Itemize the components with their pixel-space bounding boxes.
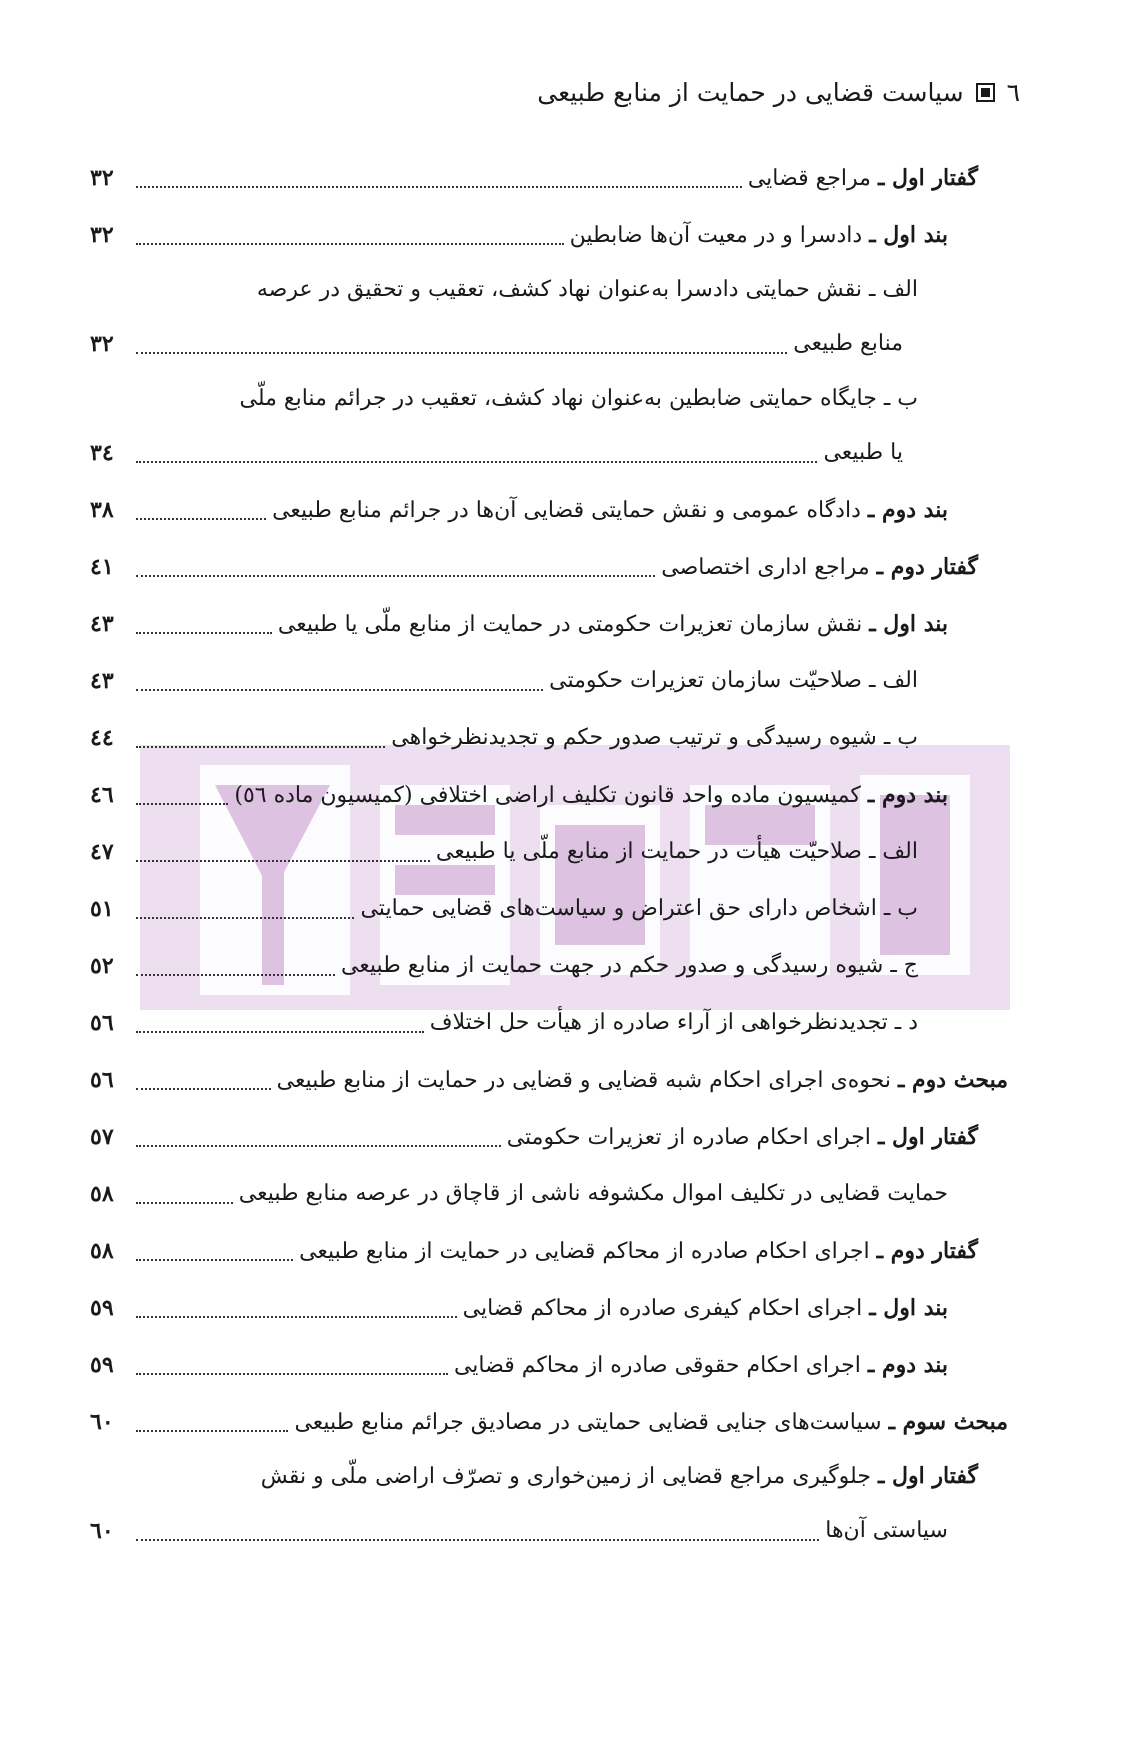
toc-page-number: ٤۳	[90, 611, 114, 638]
toc-entry-title: الف ـ صلاحیّت هیأت در حمایت از منابع ملّی یا طبیعی	[435, 839, 918, 865]
toc-entry-text	[240, 386, 919, 412]
table-of-contents	[90, 150, 1008, 1560]
toc-entry-title: یا طبیعی	[823, 440, 903, 466]
toc-entry-title: اجرای احکام کیفری صادره از محاکم قضایی	[462, 1295, 863, 1321]
toc-entry-label: بند دوم ـ	[867, 1351, 948, 1378]
toc-page-number: ٤٤	[90, 725, 114, 752]
toc-entry-text	[549, 668, 918, 694]
toc-entry	[90, 150, 1008, 207]
dot-leader	[136, 1087, 271, 1090]
toc-entry-text	[507, 1124, 978, 1151]
dot-leader	[136, 351, 787, 354]
dot-leader	[136, 802, 228, 805]
toc-entry-text	[239, 1181, 948, 1207]
toc-entry-title: اجرای احکام صادره از تعزیرات حکومتی	[506, 1124, 871, 1150]
dot-leader	[136, 1372, 448, 1375]
toc-entry	[90, 1052, 1008, 1109]
running-header	[537, 78, 1020, 107]
toc-entry-title: نحوه‌ی اجرای احکام شبه قضایی و قضایی در حمایت از منابع طبیعی	[276, 1067, 891, 1093]
toc-entry-text	[436, 839, 918, 865]
toc-entry	[90, 264, 1008, 316]
toc-page-number: ٥۸	[90, 1181, 114, 1208]
toc-page-number: ٤۷	[90, 839, 114, 866]
toc-entry-label: مبحث دوم ـ	[897, 1066, 1008, 1093]
toc-entry	[90, 1394, 1008, 1451]
toc-page-number: ٥٦	[90, 1010, 114, 1037]
toc-entry	[90, 596, 1008, 653]
toc-entry-label: گفتار اول ـ	[877, 1123, 978, 1150]
toc-entry-label: بند اول ـ	[869, 1294, 948, 1321]
toc-entry-text	[391, 725, 918, 751]
toc-page-number: ٥۱	[90, 896, 114, 923]
toc-entry-text	[299, 1238, 978, 1265]
toc-entry-title: اجرای احکام صادره از محاکم قضایی در حمایت از منابع طبیعی	[299, 1238, 870, 1264]
toc-page-number: ٤۳	[90, 668, 114, 695]
toc-entry-text	[748, 165, 978, 192]
toc-entry-text	[793, 331, 903, 357]
toc-entry-text	[360, 896, 918, 922]
toc-entry	[90, 710, 1008, 767]
toc-entry-text	[463, 1295, 948, 1322]
toc-entry-label: گفتار اول ـ	[877, 1463, 978, 1490]
toc-entry-label: بند اول ـ	[869, 610, 948, 637]
toc-entry	[90, 425, 1008, 482]
toc-entry-text	[234, 782, 948, 809]
toc-entry-text	[825, 1518, 948, 1544]
dot-leader	[136, 1030, 424, 1033]
toc-page-number: ٥٦	[90, 1067, 114, 1094]
toc-page-number: ٥٩	[90, 1295, 114, 1322]
toc-page-number: ٤۱	[90, 554, 114, 581]
toc-entry-title: سیاستی آن‌ها	[825, 1518, 948, 1544]
toc-entry-label: مبحث سوم ـ	[888, 1408, 1008, 1435]
toc-page-number: ۳۲	[90, 222, 114, 249]
toc-entry-title: سیاست‌های جنایی قضایی حمایتی در مصادیق جرائم منابع طبیعی	[294, 1409, 882, 1435]
toc-page-number: ۳٤	[90, 440, 114, 467]
toc-entry	[90, 881, 1008, 938]
toc-entry	[90, 767, 1008, 824]
toc-entry-text	[257, 277, 918, 303]
toc-page-number: ۳۲	[90, 331, 114, 358]
toc-entry-text	[661, 554, 978, 581]
toc-entry-title: ب ـ جایگاه حمایتی ضابطین به‌عنوان نهاد کشف، تعقیب در جرائم منابع ملّی	[239, 385, 918, 411]
toc-entry-text	[277, 1067, 1008, 1094]
dot-leader	[136, 1429, 288, 1432]
toc-entry	[90, 316, 1008, 373]
dot-leader	[136, 745, 385, 748]
toc-page-number: ۳۸	[90, 497, 114, 524]
toc-entry-text	[261, 1463, 978, 1490]
dot-leader	[136, 1258, 293, 1261]
dot-leader	[136, 1144, 501, 1147]
toc-entry-label: بند دوم ـ	[867, 781, 948, 808]
toc-entry-text	[430, 1010, 918, 1036]
toc-entry	[90, 207, 1008, 264]
toc-entry	[90, 995, 1008, 1052]
toc-entry	[90, 653, 1008, 710]
toc-entry-title: ب ـ اشخاص دارای حق اعتراض و سیاست‌های قضایی حمایتی	[360, 896, 918, 922]
toc-entry-text	[341, 953, 918, 979]
dot-leader	[136, 517, 266, 520]
toc-page-number: ٥۷	[90, 1124, 114, 1151]
toc-entry-label: گفتار دوم ـ	[876, 553, 978, 580]
dot-leader	[136, 1315, 457, 1318]
toc-entry-title: ب ـ شیوه رسیدگی و ترتیب صدور حکم و تجدیدنظرخواهی	[391, 725, 918, 751]
toc-entry-text	[454, 1352, 948, 1379]
page-number: ٦	[1006, 78, 1020, 107]
toc-page-number: ٥٩	[90, 1352, 114, 1379]
dot-leader	[136, 242, 564, 245]
toc-entry-title: الف ـ نقش حمایتی دادسرا به‌عنوان نهاد کشف، تعقیب و تحقیق در عرصه	[256, 276, 918, 302]
toc-page-number: ٤٦	[90, 782, 114, 809]
dot-leader	[136, 460, 817, 463]
toc-entry-title: ج ـ شیوه رسیدگی و صدور حکم در جهت حمایت از منابع طبیعی	[340, 953, 918, 979]
dot-leader	[136, 688, 543, 691]
toc-entry	[90, 373, 1008, 425]
toc-entry	[90, 482, 1008, 539]
dot-leader	[136, 1201, 233, 1204]
dot-leader	[136, 574, 655, 577]
dot-leader	[136, 185, 742, 188]
toc-entry-title: مراجع اداری اختصاصی	[661, 554, 870, 580]
toc-entry-title: الف ـ صلاحیّت سازمان تعزیرات حکومتی	[549, 668, 918, 694]
toc-entry-text	[278, 611, 948, 638]
toc-entry	[90, 1280, 1008, 1337]
toc-page-number: ٦۰	[90, 1409, 114, 1436]
toc-entry	[90, 1166, 1008, 1223]
toc-entry-title: اجرای احکام حقوقی صادره از محاکم قضایی	[453, 1352, 861, 1378]
toc-entry	[90, 1337, 1008, 1394]
toc-page-number: ٥۲	[90, 953, 114, 980]
toc-entry	[90, 938, 1008, 995]
dot-leader	[136, 973, 335, 976]
toc-entry-text	[272, 497, 948, 524]
toc-entry	[90, 1503, 1008, 1560]
toc-entry-label: بند اول ـ	[869, 221, 948, 248]
toc-entry-text	[570, 222, 948, 249]
dot-leader	[136, 631, 272, 634]
toc-entry-label: گفتار اول ـ	[877, 164, 978, 191]
toc-entry	[90, 824, 1008, 881]
toc-entry-title: دادگاه عمومی و نقش حمایتی قضایی آن‌ها در جرائم منابع طبیعی	[272, 497, 861, 523]
toc-page-number: ٥۸	[90, 1238, 114, 1265]
toc-entry-title: جلوگیری مراجع قضایی از زمین‌خواری و تصرّف اراضی ملّی و نقش	[260, 1464, 871, 1490]
dot-leader	[136, 859, 430, 862]
toc-entry-label: بند دوم ـ	[867, 496, 948, 523]
toc-entry-title: منابع طبیعی	[793, 331, 903, 357]
toc-entry	[90, 1451, 1008, 1503]
dot-leader	[136, 916, 354, 919]
book-title: سیاست قضایی در حمایت از منابع طبیعی	[537, 78, 964, 107]
toc-entry	[90, 1223, 1008, 1280]
toc-entry-title: د ـ تجدیدنظرخواهی از آراء صادره از هیأت حل اختلاف	[429, 1010, 918, 1036]
toc-entry	[90, 539, 1008, 596]
toc-entry-title: مراجع قضایی	[747, 165, 871, 191]
toc-page-number: ۳۲	[90, 165, 114, 192]
toc-entry-text	[823, 440, 903, 466]
dot-leader	[136, 1538, 819, 1541]
toc-entry-label: گفتار دوم ـ	[876, 1237, 978, 1264]
toc-page-number: ٦۰	[90, 1518, 114, 1545]
toc-entry-text	[294, 1409, 1008, 1436]
toc-entry-title: نقش سازمان تعزیرات حکومتی در حمایت از منابع ملّی یا طبیعی	[277, 611, 863, 637]
toc-entry-title: کمیسیون ماده واحد قانون تکلیف اراضی اختلافی (کمیسیون ماده ٥٦)	[234, 782, 861, 808]
toc-entry-title: دادسرا و در معیت آن‌ها ضابطین	[569, 222, 863, 248]
square-bullet-icon	[976, 83, 995, 102]
toc-entry-title: حمایت قضایی در تکلیف اموال مکشوفه ناشی از قاچاق در عرصه منابع طبیعی	[238, 1181, 948, 1207]
toc-entry	[90, 1109, 1008, 1166]
